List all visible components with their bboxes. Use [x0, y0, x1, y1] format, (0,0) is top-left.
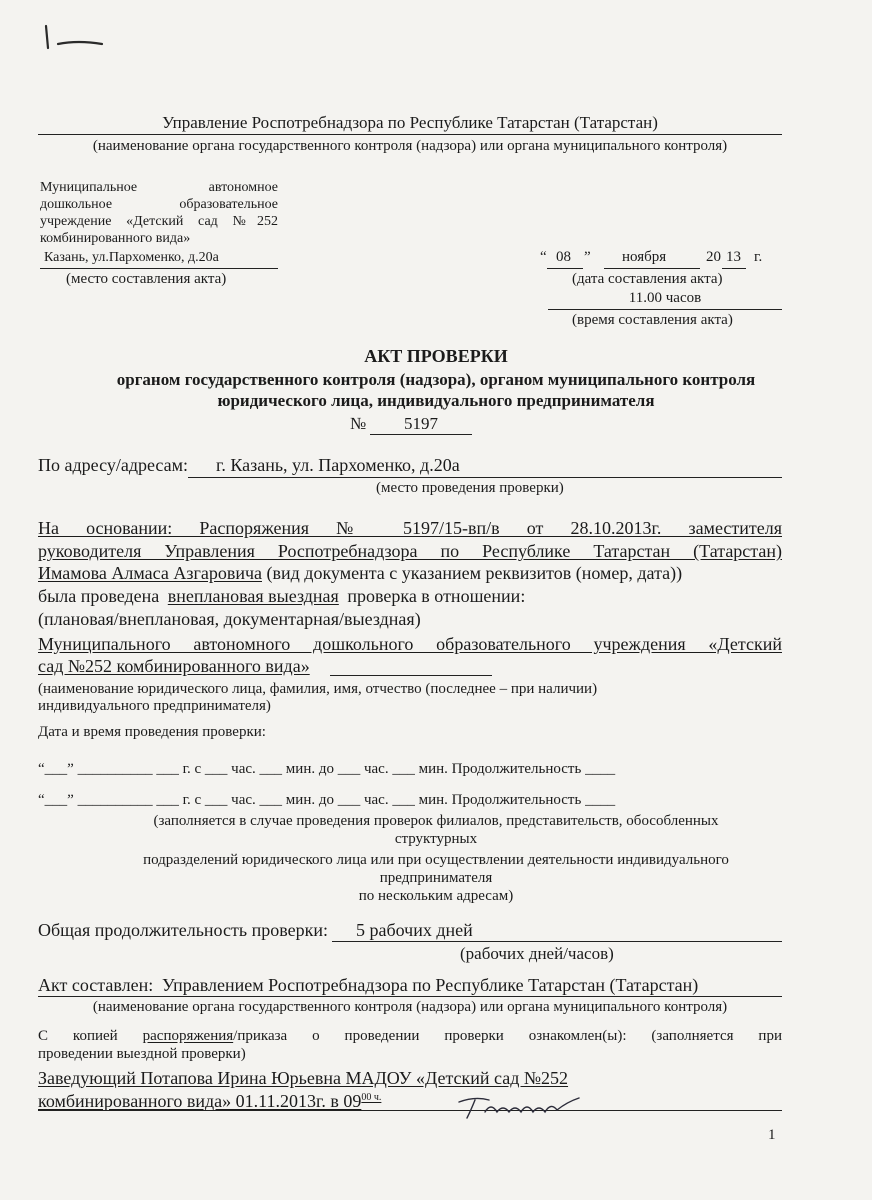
- date-open-quote: “: [540, 249, 547, 265]
- familiarized-time: комбинированного вида» 01.11.2013г. в 09: [38, 1091, 362, 1111]
- address-label: По адресу/адресам:: [38, 455, 189, 475]
- divider: [38, 996, 782, 997]
- date-close-quote: ”: [584, 249, 591, 265]
- place-line-4: комбинированного вида»: [40, 231, 191, 246]
- act-by-caption: (наименование органа государственного контроля (надзора) или органа муниципального контроля): [92, 999, 728, 1015]
- divider: [332, 941, 782, 942]
- divider: [40, 268, 278, 269]
- basis-line-2: руководителя Управления Роспотребнадзора по Республике Татарстан (Татарстан): [38, 541, 782, 561]
- basis-line-5: (плановая/внеплановая, документарная/выездная): [38, 609, 421, 629]
- place-caption: (место составления акта): [66, 271, 227, 287]
- basis-line-1: На основании: Распоряжения № 5197/15-вп/в от 28.10.2013г. заместителя: [38, 518, 782, 538]
- divider: [330, 675, 492, 676]
- familiarized-time-sup: 00 ч.: [361, 1092, 382, 1103]
- handwritten-mark-icon: [44, 22, 104, 52]
- duration-value: 5 рабочих дней: [356, 920, 473, 940]
- address-value: г. Казань, ул. Пархоменко, д.20а: [216, 455, 460, 475]
- act-by-label: Акт составлен:: [38, 975, 154, 995]
- inspector-name: Имамова Алмаса Азгаровича: [38, 563, 262, 583]
- familiarized-line-4: [38, 1091, 381, 1112]
- datetime-label: Дата и время проведения проверки:: [38, 724, 266, 740]
- familiarized-line-2: проведении выездной проверки): [38, 1046, 246, 1062]
- divider: [547, 268, 583, 269]
- datetime-note-4: предпринимателя: [379, 870, 493, 886]
- place-line-2: дошкольное образовательное: [40, 197, 278, 212]
- datetime-note-5: по нескольким адресам): [358, 888, 514, 904]
- time-caption: (время составления акта): [572, 312, 733, 328]
- page-number: 1: [768, 1127, 776, 1143]
- org-name: Управление Роспотребнадзора по Республике Татарстан (Татарстан): [162, 113, 658, 132]
- date-year-prefix: 20: [706, 249, 721, 265]
- basis-line-4-a: была проведена: [38, 586, 160, 606]
- divider: [370, 434, 472, 435]
- date-year: 13: [726, 249, 741, 265]
- org-caption: (наименование органа государственного контроля (надзора) или органа муниципального контроля): [92, 138, 728, 154]
- basis-line-3-rest: (вид документа с указанием реквизитов (номер, дата)): [262, 563, 683, 583]
- inspection-type: внеплановая выездная: [167, 586, 339, 606]
- place-line-1: Муниципальное автономное: [40, 180, 278, 195]
- datetime-row-1: “___” __________ ___ г. с ___ час. ___ мин. до ___ час. ___ мин. Продолжительность ____: [38, 761, 616, 777]
- divider: [722, 268, 746, 269]
- act-by-value: Управлением Роспотребнадзора по Республике Татарстан (Татарстан): [162, 975, 699, 995]
- basis-line-4-c: проверка в отношении:: [347, 586, 526, 606]
- familiarized-c: /приказа о проведении проверки ознакомлен(ы): (заполняется при: [233, 1028, 782, 1044]
- divider: [38, 134, 782, 135]
- address-caption: (место проведения проверки): [376, 480, 564, 496]
- time-value: 11.00 часов: [628, 290, 702, 306]
- divider: [604, 268, 700, 269]
- place-line-3: учреждение «Детский сад №252: [40, 214, 278, 229]
- familiarized-a: С копией: [38, 1028, 118, 1044]
- duration-label: Общая продолжительность проверки:: [38, 920, 328, 940]
- divider: [548, 309, 782, 310]
- familiarized-line-1: [38, 1028, 782, 1045]
- datetime-note-1: (заполняется в случае проведения проверок филиалов, представительств, обособленных: [153, 813, 719, 829]
- signature-icon: [455, 1092, 585, 1122]
- basis-line-3: [38, 563, 682, 584]
- act-number: 5197: [404, 414, 438, 433]
- date-caption: (дата составления акта): [572, 271, 723, 287]
- divider: [188, 477, 782, 478]
- place-address: Казань, ул.Пархоменко, д.20а: [44, 250, 219, 265]
- date-suffix: г.: [754, 249, 763, 265]
- date-month: ноября: [622, 249, 667, 265]
- entity-line-2: сад №252 комбинированного вида»: [38, 656, 310, 676]
- datetime-note-3: подразделений юридического лица или при осуществлении деятельности индивидуального: [143, 852, 729, 868]
- familiarized-b: распоряжения: [142, 1028, 234, 1044]
- familiarized-line-3: Заведующий Потапова Ирина Юрьевна МАДОУ «Детский сад №252: [38, 1068, 569, 1088]
- entity-caption-2: индивидуального предпринимателя): [38, 698, 271, 714]
- act-subtitle-1: органом государственного контроля (надзора), органом муниципального контроля: [116, 370, 756, 389]
- act-number-label: №: [350, 414, 367, 433]
- date-day: 08: [556, 249, 571, 265]
- datetime-note-2: структурных: [394, 831, 478, 847]
- act-subtitle-2: юридического лица, индивидуального предпринимателя: [217, 391, 655, 410]
- basis-line-4: [38, 586, 525, 607]
- entity-line-1: Муниципального автономного дошкольного образовательного учреждения «Детский: [38, 634, 782, 654]
- entity-caption-1: (наименование юридического лица, фамилия, имя, отчество (последнее – при наличии): [38, 681, 598, 697]
- divider: [38, 1110, 782, 1111]
- act-title: АКТ ПРОВЕРКИ: [364, 346, 508, 366]
- datetime-row-2: “___” __________ ___ г. с ___ час. ___ мин. до ___ час. ___ мин. Продолжительность ____: [38, 792, 616, 808]
- duration-caption: (рабочих дней/часов): [460, 944, 614, 963]
